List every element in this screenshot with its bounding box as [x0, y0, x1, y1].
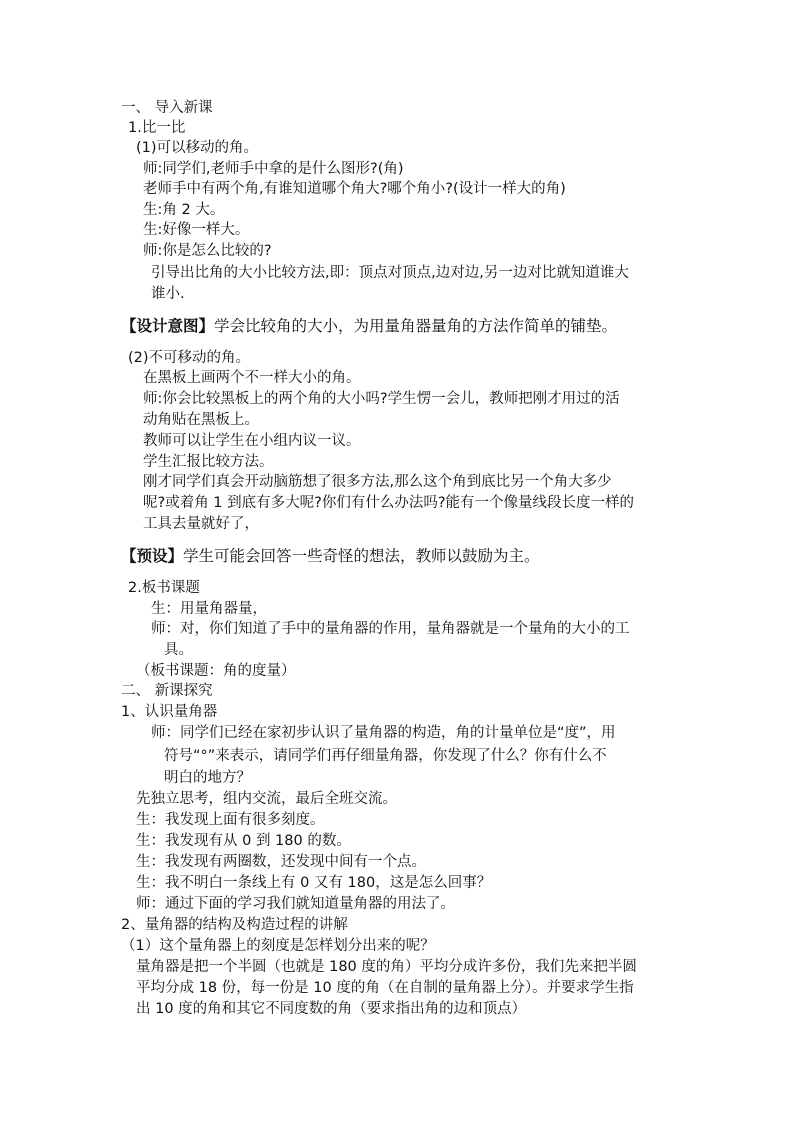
subsection-heading: 1.比一比 — [128, 120, 186, 136]
paragraph-line: 出 10 度的角和其它不同度数的角（要求指出角的边和顶点） — [136, 1001, 527, 1017]
paragraph-line: （1）这个量角器上的刻度是怎样划分出来的呢？ — [121, 938, 435, 954]
paragraph-line: (1)可以移动的角。 — [136, 140, 259, 156]
paragraph-line: 先独立思考，组内交流，最后全班交流。 — [136, 791, 397, 807]
paragraph-line: 师:同学们,老师手中拿的是什么图形?(角) — [143, 161, 404, 177]
paragraph-line: 生:好像一样大。 — [143, 222, 250, 238]
paragraph-line: 呢?或着角 1 到底有多大呢?你们有什么办法吗?能有一个像量线段长度一样的 — [143, 495, 635, 511]
paragraph-line: 具。 — [164, 642, 193, 658]
section-heading-2: 二、 新课探究 — [121, 683, 213, 699]
paragraph-line: 谁小. — [151, 286, 185, 302]
preset-text: 学生可能会回答一些奇怪的想法，教师以鼓励为主。 — [183, 547, 540, 565]
paragraph-line: 刚才同学们真会开动脑筋想了很多方法,那么这个角到底比另一个角大多少 — [143, 474, 612, 490]
design-intent-text: 学会比较角的大小，为用量角器量角的方法作简单的铺垫。 — [214, 317, 618, 335]
paragraph-line: 引导出比角的大小比较方法,即：顶点对顶点,边对边,另一边对比就知道谁大 — [151, 265, 629, 281]
design-intent-label: 【设计意图】 — [121, 317, 215, 335]
subsection-heading: 2、量角器的结构及构造过程的讲解 — [121, 917, 348, 933]
paragraph-line: 生：我发现有两圈数，还发现中间有一个点。 — [136, 854, 426, 870]
paragraph-line: (2)不可移动的角。 — [128, 350, 251, 366]
paragraph-line: 平均分成 18 份，每一份是 10 度的角（在自制的量角器上分）。并要求学生指 — [136, 980, 634, 996]
paragraph-line: 生:角 2 大。 — [143, 202, 225, 218]
paragraph-line: （板书课题：角的度量） — [136, 663, 296, 679]
design-intent-note — [121, 316, 617, 336]
preset-label: 【预设】 — [121, 547, 184, 565]
paragraph-line: 教师可以让学生在小组内议一议。 — [143, 433, 361, 449]
subsection-heading: 2.板书课题 — [128, 580, 200, 596]
paragraph-line: 师：通过下面的学习我们就知道量角器的用法了。 — [136, 896, 455, 912]
paragraph-line: 动角贴在黑板上。 — [143, 412, 259, 428]
paragraph-line: 量角器是把一个半圆（也就是 180 度的角）平均分成许多份，我们先来把半圆 — [136, 959, 637, 975]
subsection-heading: 1、认识量角器 — [121, 704, 218, 720]
paragraph-line: 生：我发现有从 0 到 180 的数。 — [136, 833, 351, 849]
paragraph-line: 生：用量角器量， — [151, 601, 267, 617]
paragraph-line: 师：对，你们知道了手中的量角器的作用，量角器就是一个量角的大小的工 — [151, 621, 630, 637]
section-heading-1: 一、 导入新课 — [121, 100, 213, 116]
paragraph-line: 师:你会比较黑板上的两个角的大小吗?学生愣一会儿，教师把刚才用过的活 — [143, 391, 620, 407]
paragraph-line: 师:你是怎么比较的? — [143, 243, 272, 259]
paragraph-line: 师：同学们已经在家初步认识了量角器的构造，角的计量单位是“度”，用 — [151, 725, 616, 741]
paragraph-line: 学生汇报比较方法。 — [143, 454, 274, 470]
paragraph-line: 明白的地方？ — [164, 770, 251, 786]
paragraph-line: 生：我不明白一条线上有 0 又有 180，这是怎么回事？ — [136, 875, 492, 891]
paragraph-line: 老师手中有两个角,有谁知道哪个角大?哪个角小?(设计一样大的角) — [143, 181, 566, 197]
paragraph-line: 在黑板上画两个不一样大小的角。 — [143, 370, 361, 386]
paragraph-line: 工具去量就好了， — [143, 516, 259, 532]
preset-note — [121, 546, 540, 566]
paragraph-line: 生：我发现上面有很多刻度。 — [136, 812, 325, 828]
paragraph-line: 符号“°”来表示，请同学们再仔细量角器，你发现了什么？你有什么不 — [164, 748, 607, 764]
